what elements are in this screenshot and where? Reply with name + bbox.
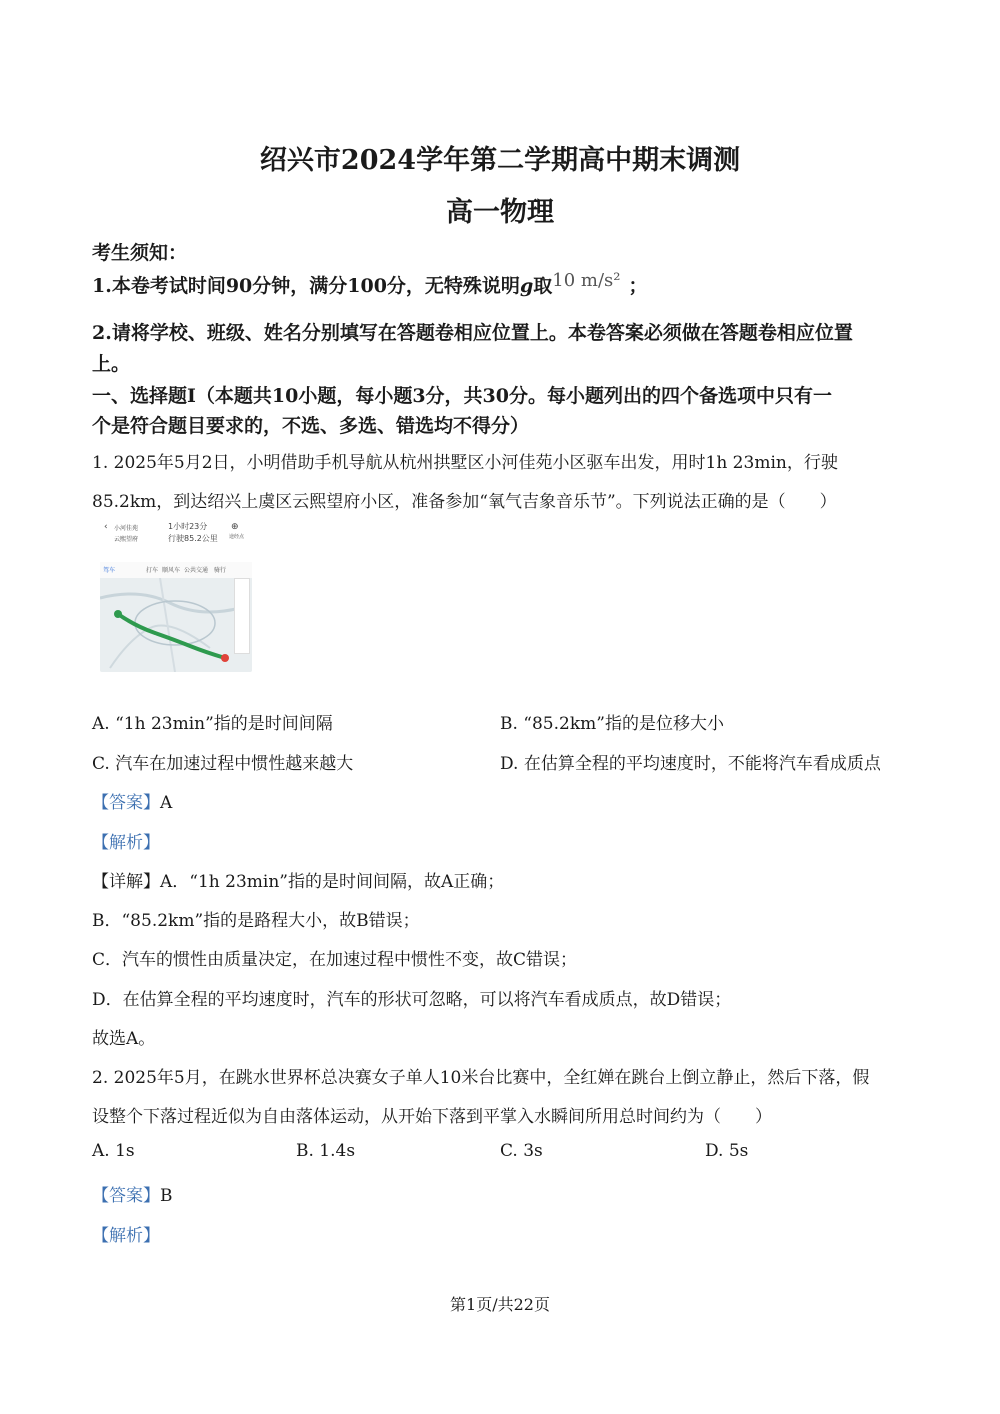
q2-stem-line-1: 2. 2025年5月，在跳水世界杯总决赛女子单人10米台比赛中，全红婵在跳台上倒立静止，然后下落，假 bbox=[92, 1068, 870, 1088]
back-icon: ‹ bbox=[104, 522, 108, 532]
q1-detail-b: B．“85.2km”指的是路程大小，故B错误； bbox=[92, 911, 420, 931]
section-heading-line-2: 个是符合题目要求的，不选、多选、错选均不得分） bbox=[92, 415, 530, 437]
detail-a-text: A．“1h 23min”指的是时间间隔，故A正确； bbox=[160, 872, 505, 892]
start-marker-icon bbox=[114, 610, 122, 618]
map-mode-taxi: 打车 bbox=[146, 567, 159, 574]
map-mode-bike: 骑行 bbox=[214, 567, 227, 574]
q1-option-c: C. 汽车在加速过程中惯性越来越大 bbox=[92, 754, 354, 774]
map-route-header bbox=[100, 518, 252, 562]
detail-tag: 【详解】 bbox=[92, 872, 160, 892]
notice-item-1-text: 1.本卷考试时间90分钟，满分100分，无特殊说明 bbox=[92, 275, 520, 297]
q2-option-d: D. 5s bbox=[705, 1141, 749, 1161]
q1-option-d: D. 在估算全程的平均速度时，不能将汽车看成质点 bbox=[500, 754, 881, 774]
notice-heading: 考生须知： bbox=[92, 242, 188, 264]
map-mode-transit: 公共交通 bbox=[184, 567, 209, 574]
q2-stem-line-2: 设整个下落过程近似为自由落体运动，从开始下落到平掌入水瞬间所用总时间约为（ ） bbox=[92, 1107, 772, 1127]
q1-option-b: B. “85.2km”指的是位移大小 bbox=[500, 714, 724, 734]
map-destination: 云熙望府 bbox=[114, 536, 139, 543]
end-marker-icon bbox=[221, 654, 229, 662]
map-mode-bar bbox=[100, 562, 252, 578]
exam-title: 绍兴市2024学年第二学期高中期末调测 bbox=[259, 145, 741, 176]
notice-item-2-line-2: 上。 bbox=[92, 353, 131, 375]
map-duration: 1小时23分 bbox=[168, 522, 208, 531]
q1-option-a: A. “1h 23min”指的是时间间隔 bbox=[92, 714, 333, 734]
q1-conclusion: 故选A。 bbox=[92, 1029, 156, 1049]
section-heading-line-1: 一、选择题Ⅰ（本题共10小题，每小题3分，共30分。每小题列出的四个备选项中只有一 bbox=[92, 385, 832, 407]
g-value: 10 m/s² bbox=[552, 270, 621, 291]
q2-answer bbox=[92, 1181, 173, 1206]
add-waypoint-icon: ⊕ bbox=[231, 522, 239, 532]
q2-option-c: C. 3s bbox=[500, 1141, 543, 1161]
q1-stem-line-2: 85.2km，到达绍兴上虞区云熙望府小区，准备参加“氧气吉象音乐节”。下列说法正确的是（ ） bbox=[92, 492, 837, 512]
answer-value: B bbox=[160, 1186, 173, 1206]
q1-stem-line-1: 1. 2025年5月2日，小明借助手机导航从杭州拱墅区小河佳苑小区驱车出发，用时1h 23min，行驶 bbox=[92, 453, 838, 473]
q1-analysis-tag: 【解析】 bbox=[92, 833, 160, 853]
answer-tag: 【答案】 bbox=[92, 793, 160, 813]
notice-item-2-line-1: 2.请将学校、班级、姓名分别填写在答题卷相应位置上。本卷答案必须做在答题卷相应位置 bbox=[92, 322, 853, 344]
q2-option-a: A. 1s bbox=[92, 1141, 135, 1161]
q1-detail-a bbox=[92, 867, 504, 892]
notice-item-1 bbox=[92, 270, 647, 298]
q2-option-b: B. 1.4s bbox=[296, 1141, 356, 1161]
map-waypoint: 途经点 bbox=[229, 534, 245, 540]
page-number: 第1页/共22页 bbox=[450, 1295, 550, 1314]
subject-title: 高一物理 bbox=[446, 197, 554, 228]
navigation-map-image bbox=[100, 518, 252, 672]
notice-item-1-end: ； bbox=[628, 275, 648, 297]
notice-item-1-mid: 取 bbox=[533, 275, 553, 297]
q1-answer bbox=[92, 788, 172, 813]
map-side-toolbar bbox=[234, 578, 250, 654]
map-origin: 小河佳苑 bbox=[114, 525, 139, 532]
map-mode-drive: 驾车 bbox=[103, 567, 116, 574]
map-distance: 行驶85.2公里 bbox=[168, 534, 218, 543]
q1-detail-d: D．在估算全程的平均速度时，汽车的形状可忽略，可以将汽车看成质点，故D错误； bbox=[92, 990, 732, 1010]
map-background bbox=[100, 578, 252, 672]
map-mode-carpool: 顺风车 bbox=[162, 567, 181, 574]
answer-tag: 【答案】 bbox=[92, 1186, 160, 1206]
q1-detail-c: C．汽车的惯性由质量决定，在加速过程中惯性不变，故C错误； bbox=[92, 950, 578, 970]
map-canvas bbox=[100, 578, 252, 672]
q2-analysis-tag: 【解析】 bbox=[92, 1226, 160, 1246]
g-symbol: g bbox=[519, 275, 534, 297]
answer-value: A bbox=[160, 793, 173, 813]
